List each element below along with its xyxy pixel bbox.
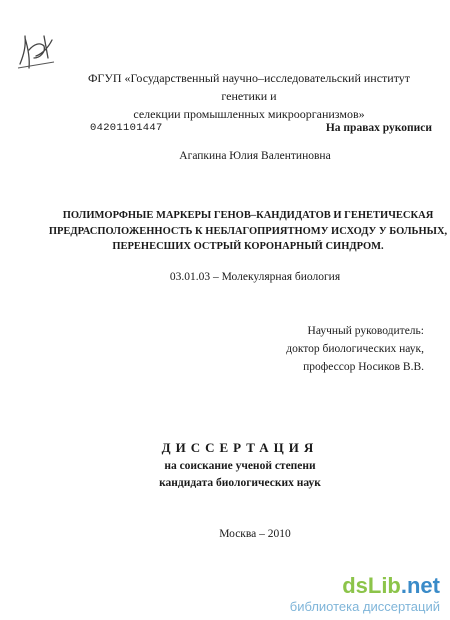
supervisor-line: доктор биологических наук, [286,343,424,355]
supervisor-block [220,322,424,376]
specialty: 03.01.03 – Молекулярная биология [169,271,341,283]
degree-line: кандидата биологических наук [159,477,321,489]
organization-line: ФГУП «Государственный научно–исследовательский институт генетики и [87,71,411,103]
handwritten-signature [14,28,58,74]
watermark-logo[interactable] [330,574,440,598]
degree-line: на соискание ученой степени [164,460,316,472]
title-line: ПОЛИМОРФНЫЕ МАРКЕРЫ ГЕНОВ–КАНДИДАТОВ И ГЕНЕТИЧЕСКАЯ [62,210,434,221]
title-line: ПЕРЕНЕСШИХ ОСТРЫЙ КОРОНАРНЫЙ СИНДРОМ. [112,241,384,252]
watermark-subtitle: библиотека диссертаций [289,599,440,614]
supervisor-line: Научный руководитель: [307,325,424,337]
organization-line: селекции промышленных микроорганизмов» [133,107,365,121]
watermark-domain: .net [400,573,440,598]
supervisor-line: профессор Носиков В.В. [303,361,424,373]
document-type-heading: ДИССЕРТАЦИЯ [161,440,319,455]
rights-notice: На правах рукописи [325,122,432,134]
degree-block [40,458,440,492]
author-name: Агапкина Юлия Валентиновна [179,150,331,162]
title-line: ПРЕДРАСПОЛОЖЕННОСТЬ К НЕБЛАГОПРИЯТНОМУ ИСХОДУ У БОЛЬНЫХ, [48,225,448,237]
organization-name [64,69,434,123]
dissertation-title [48,208,448,255]
registry-code: 04201101447 [90,122,163,134]
watermark-brand: dsLib [342,573,401,598]
city-year: Москва – 2010 [219,528,291,540]
